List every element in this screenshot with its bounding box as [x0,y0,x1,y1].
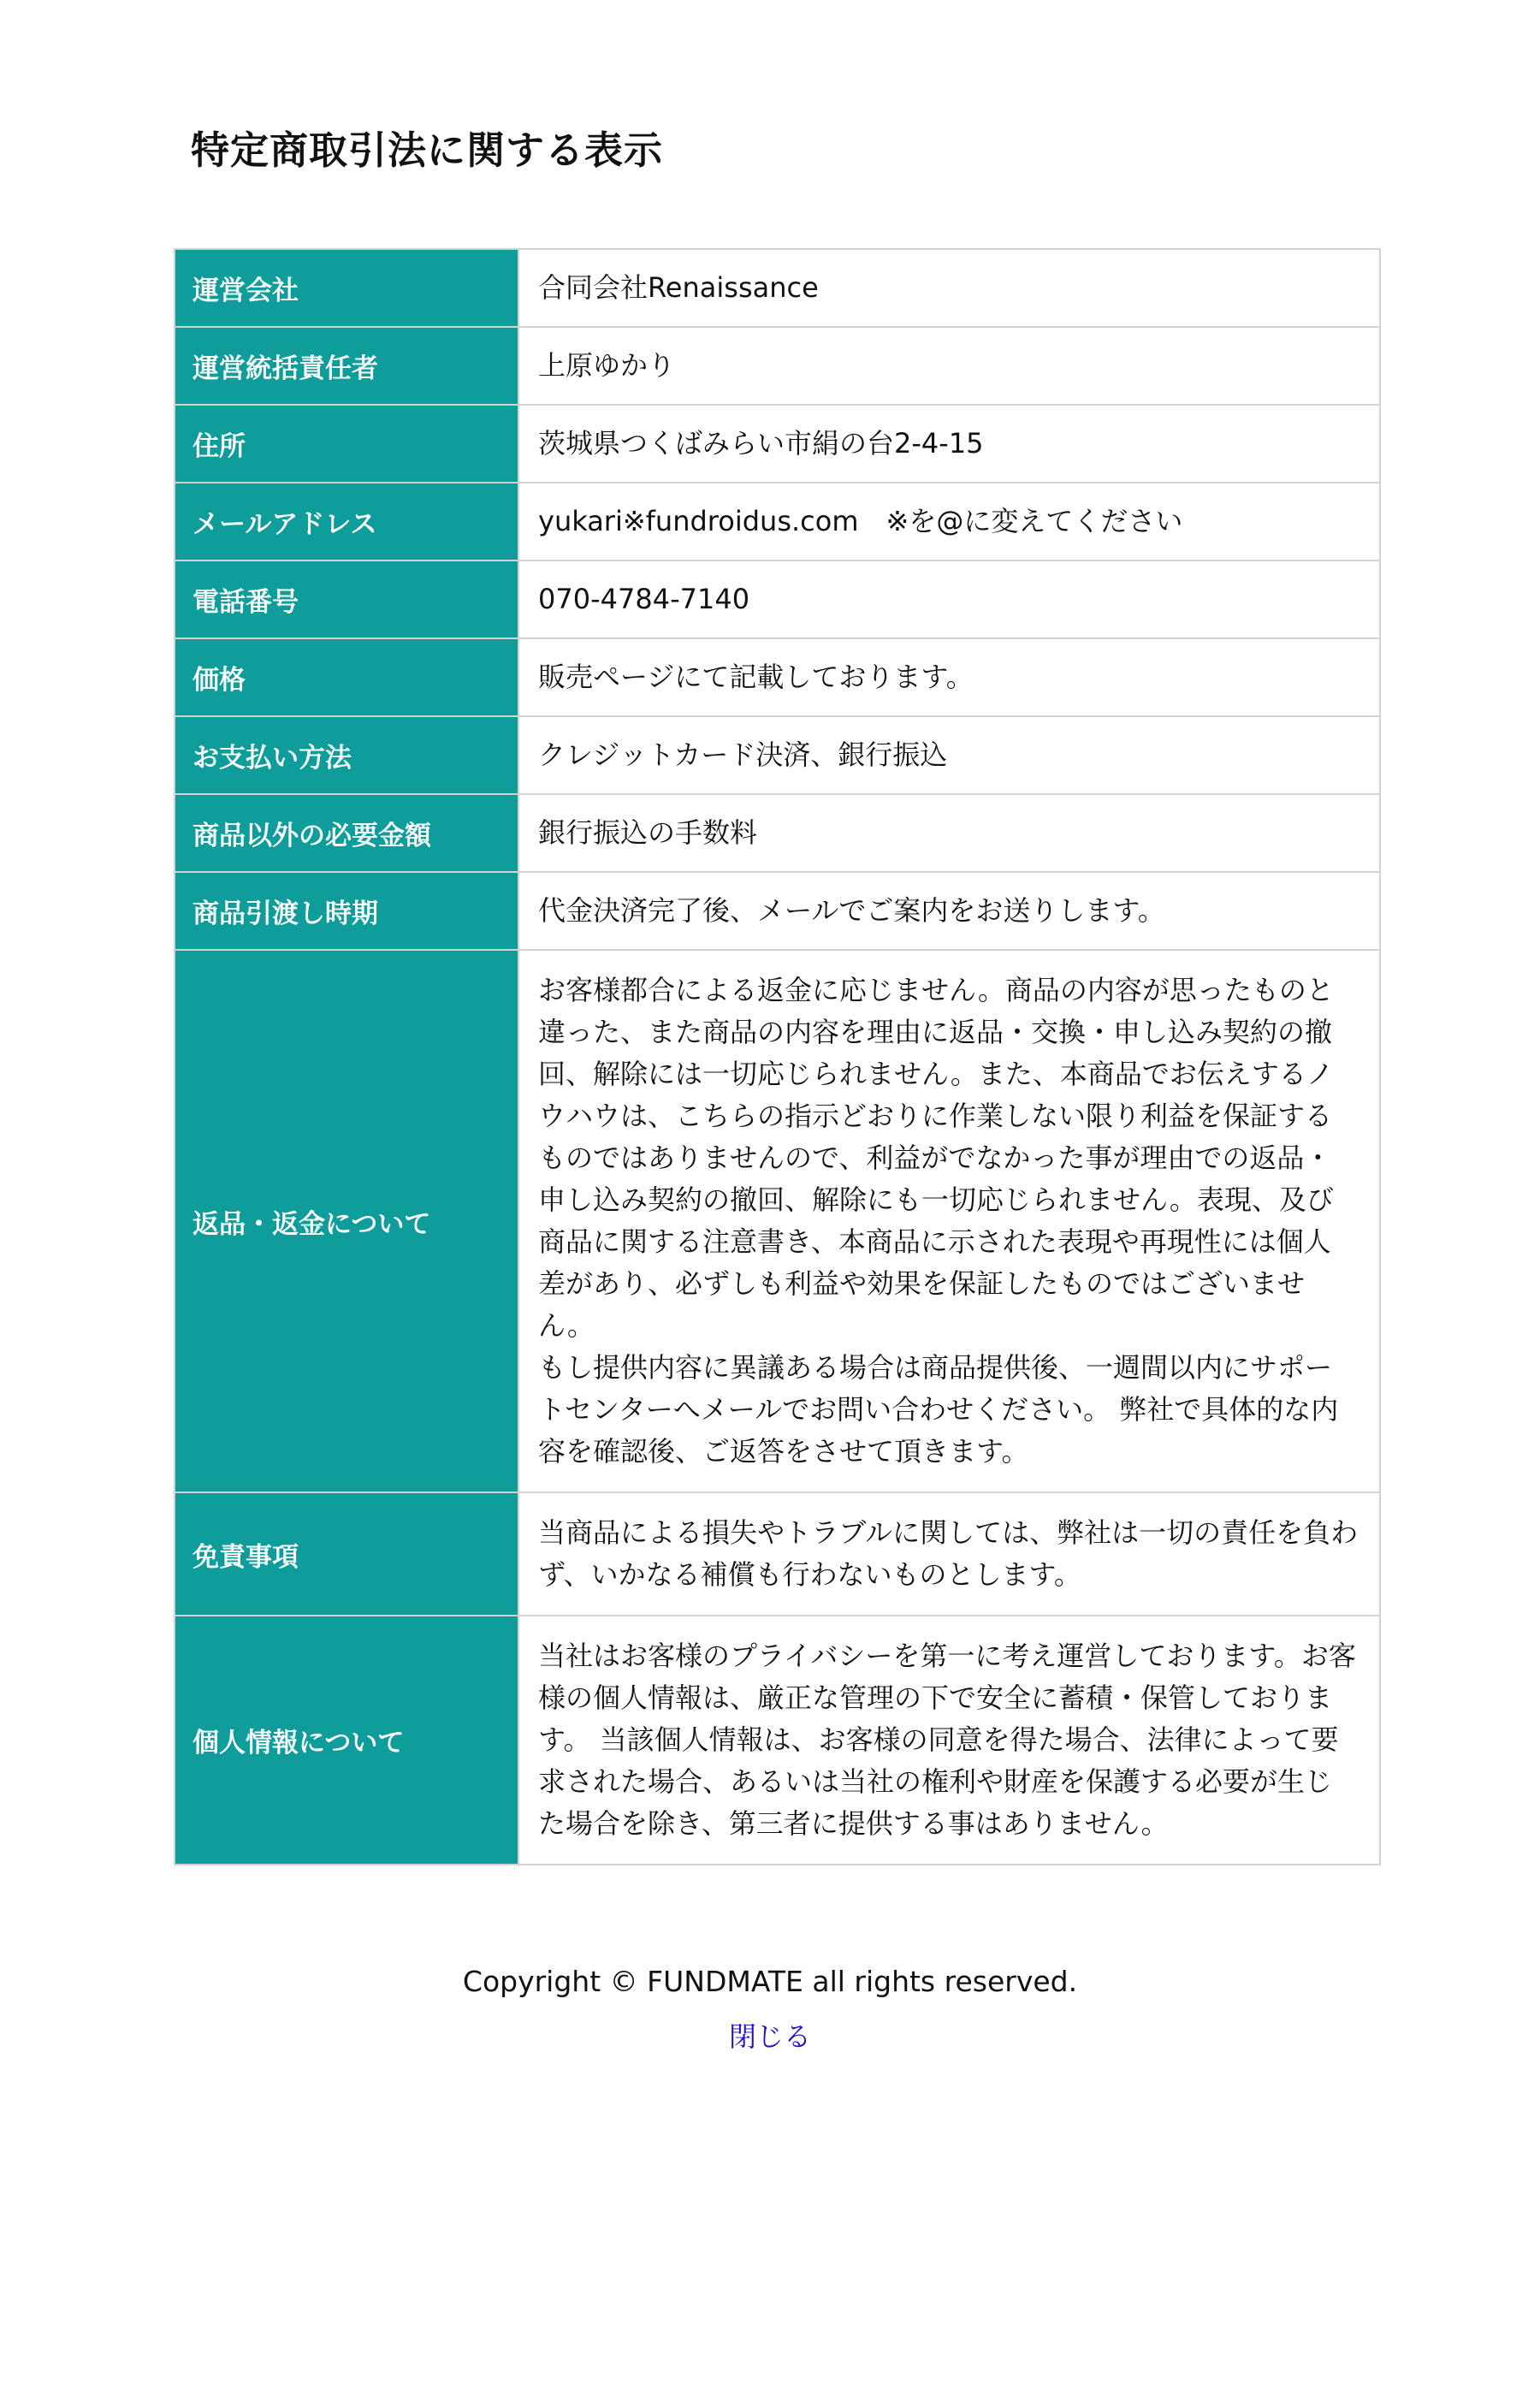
row-value [518,794,1380,872]
page-title: 特定商取引法に関する表示 [191,128,664,173]
row-value-text: 販売ページにて記載しております。 [538,661,974,693]
row-value-text: 代金決済完了後、メールでご案内をお送りします。 [538,894,1165,927]
row-value [518,1492,1380,1616]
row-value-text: yukari※fundroidus.com ※を@に変えてください [538,505,1183,537]
copyright-text: Copyright © FUNDMATE all rights reserved. [462,1965,1078,1998]
table-row [175,249,1380,327]
table-row [175,1492,1380,1616]
table-row [175,560,1380,638]
row-value [518,872,1380,950]
row-label: 免責事項 [175,1492,518,1616]
row-value [518,327,1380,405]
table-row [175,483,1380,560]
row-value-text: 茨城県つくばみらい市絹の台2-4-15 [538,427,984,460]
row-value [518,950,1380,1492]
row-label: 個人情報について [175,1616,518,1865]
row-value-text: 銀行振込の手数料 [538,816,758,849]
close-link-wrapper [0,2016,1540,2057]
table-row [175,327,1380,405]
row-value-text: 当商品による損失やトラブルに関しては、弊社は一切の責任を負わ ず、いかなる補償も行わないものとします。 [538,1516,1359,1591]
table-row [175,638,1380,716]
table-row [175,872,1380,950]
row-value [518,405,1380,483]
row-value [518,483,1380,560]
row-value [518,1616,1380,1865]
row-value-text: 上原ゆかり [538,349,676,382]
row-label: お支払い方法 [175,716,518,794]
row-label: 返品・返金について [175,950,518,1492]
close-link[interactable]: 閉じる [728,2020,811,2053]
row-value [518,716,1380,794]
row-label: 電話番号 [175,560,518,638]
table-row [175,405,1380,483]
row-label: 運営会社 [175,249,518,327]
table-row [175,950,1380,1492]
row-label: 価格 [175,638,518,716]
row-label: 商品引渡し時期 [175,872,518,950]
table-row [175,716,1380,794]
row-value [518,638,1380,716]
row-value [518,249,1380,327]
row-value-text: 当社はお客様のプライバシーを第一に考え運営しております。お客 様の個人情報は、厳正な管理の下で安全に蓄積・保管しておりま す。 当該個人情報は、お客様の同意を得た場合、法律によって要 求された場合、あるいは当社の権利や財産を保護する必要が生じ た場合を除き、第三者に提供する事はありません。 [538,1640,1356,1840]
row-value-text: 070-4784-7140 [538,583,750,615]
row-label: 商品以外の必要金額 [175,794,518,872]
row-value [518,560,1380,638]
row-label: 運営統括責任者 [175,327,518,405]
row-value-text: お客様都合による返金に応じません。商品の内容が思ったものと 違った、また商品の内容を理由に返品・交換・申し込み契約の撤 回、解除には一切応じられません。また、本商品でお伝えするノ ウハウは、こちらの指示どおりに作業しない限り利益を保証する ものではありませんので、利益がでなかった事が理由での返品・ 申し込み契約の撤回、解除にも一切応じられません。表現、及び 商品に関する注意書き、本商品に示された表現や再現性には個人 差があり、必ずしも利益や効果を保証したものではございませ ん。 もし提供内容に異議ある場合は商品提供後、一週間以内にサポー トセンターへメールでお問い合わせください。 弊社で具体的な内 容を確認後、ご返答をさせて頂きます。 [538,974,1339,1468]
row-value-text: クレジットカード決済、銀行振込 [538,738,948,771]
row-value-text: 合同会社Renaissance [538,271,819,304]
row-label: 住所 [175,405,518,483]
table-row [175,794,1380,872]
info-table [174,248,1381,1865]
table-row [175,1616,1380,1865]
row-label: メールアドレス [175,483,518,560]
